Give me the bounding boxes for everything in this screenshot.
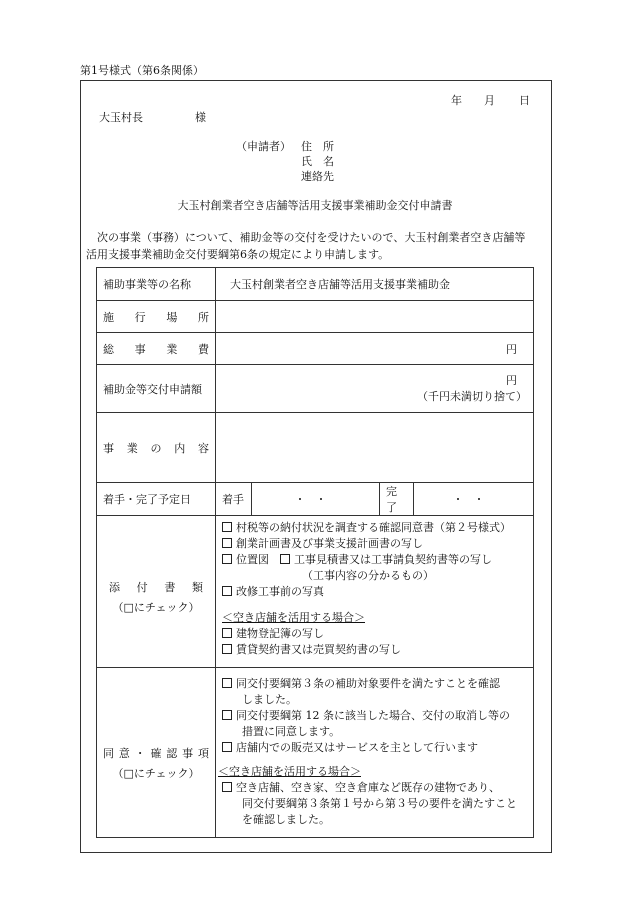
checkbox[interactable]: [222, 522, 232, 532]
intro-line-2: 活用支援事業補助金交付要綱第6条の規定により申請します。: [86, 248, 390, 261]
attachment-text: 建物登記簿の写し: [236, 627, 324, 640]
consent-text-cont: しました。: [242, 693, 297, 706]
label-attachments-char: 書: [164, 580, 176, 594]
attachment-text: 創業計画書及び事業支援計画書の写し: [236, 537, 423, 550]
row-schedule: [97, 483, 534, 516]
checkbox[interactable]: [222, 742, 232, 752]
label-consent-char: ・: [134, 746, 146, 760]
application-table: [96, 267, 534, 838]
row-content: [97, 413, 534, 483]
label-content-char: 内: [174, 441, 186, 455]
checkbox[interactable]: [222, 644, 232, 654]
date-month: 月: [484, 94, 495, 107]
label-content-char: 容: [198, 441, 209, 455]
consent-text-cont: 同交付要綱第３条第１号から第３号の要件を満たすこと: [242, 797, 517, 810]
label-content-char: 事: [103, 441, 114, 455]
applicant-contact: 連絡先: [301, 170, 334, 183]
addressee-name: 大玉村長: [99, 111, 143, 124]
label-total-cost-char: 事: [134, 342, 146, 356]
document-title: 大玉村創業者空き店舗等活用支援事業補助金交付申請書: [177, 199, 453, 212]
consent-text: 同交付要綱第３条の補助対象要件を満たすことを確認: [236, 677, 500, 690]
label-total-cost: [97, 333, 216, 365]
label-end: 完了: [380, 483, 414, 516]
date-year: 年: [451, 94, 462, 107]
label-consent-char: 事: [182, 746, 194, 760]
row-location: [97, 301, 534, 333]
attachment-text: 村税等の納付状況を調査する確認同意書（第２号様式）: [236, 521, 511, 534]
checkbox[interactable]: [280, 554, 290, 564]
label-attachments-char: 類: [191, 580, 203, 594]
row-program-name: [97, 268, 534, 301]
grant-amount-unit: 円: [506, 373, 517, 387]
intro-line-1: 次の事業（事務）について、補助金等の交付を受けたいので、大玉村創業者空き店舗等: [86, 231, 526, 244]
label-program-name: 補助事業等の名称: [97, 268, 216, 301]
label-content-char: の: [150, 441, 162, 455]
form-number: 第1号様式（第6条関係）: [80, 64, 204, 77]
consent-text-cont: 措置に同意します。: [242, 725, 341, 738]
label-location: [97, 301, 216, 333]
attachment-text: 工事見積書又は工事請負契約書等の写し: [294, 553, 492, 566]
label-consent-sub: （□にチェック）: [112, 766, 200, 780]
label-grant-amount: 補助金等交付申請額: [97, 365, 216, 413]
attachment-item[interactable]: [222, 536, 527, 552]
checkbox[interactable]: [222, 628, 232, 638]
attachment-text: 賃貸契約書又は売買契約書の写し: [236, 643, 401, 656]
attachments-list: [216, 516, 534, 668]
label-location-char: 場: [166, 310, 178, 324]
attachment-item[interactable]: [222, 626, 527, 642]
label-content: [97, 413, 216, 483]
label-attachments-char: 付: [136, 580, 148, 594]
attachment-item[interactable]: [222, 584, 527, 600]
label-content-char: 業: [126, 441, 138, 455]
row-consent: [97, 668, 534, 838]
total-cost-unit: 円: [506, 342, 517, 356]
attachment-item[interactable]: [222, 552, 527, 568]
checkbox[interactable]: [222, 554, 232, 564]
label-total-cost-char: 費: [197, 342, 209, 356]
consent-item[interactable]: [222, 780, 527, 796]
label-consent-char: 認: [166, 746, 178, 760]
row-total-cost: [97, 333, 534, 365]
field-location[interactable]: [216, 301, 534, 333]
consent-item[interactable]: [222, 740, 527, 756]
consent-text-cont: を確認しました。: [242, 813, 330, 826]
attachment-text: 改修工事前の写真: [236, 585, 324, 598]
applicant-label: （申請者）: [236, 140, 291, 153]
field-content[interactable]: [216, 413, 534, 483]
applicant-name: 氏 名: [301, 155, 334, 168]
row-grant-amount: [97, 365, 534, 413]
applicant-address: 住 所: [301, 140, 334, 153]
field-end-date[interactable]: ・・: [414, 483, 534, 516]
field-total-cost[interactable]: [216, 333, 534, 365]
consent-item[interactable]: [222, 708, 527, 724]
consent-list: [216, 668, 534, 838]
field-start-date[interactable]: ・・: [252, 483, 380, 516]
grant-amount-note: （千円未満切り捨て）: [417, 389, 527, 403]
attachment-text: 位置図: [236, 553, 269, 566]
label-start: 着手: [216, 483, 252, 516]
attachment-note: （工事内容の分かるもの）: [302, 569, 434, 582]
row-attachments: [97, 516, 534, 668]
label-attachments-sub: （□にチェック）: [112, 600, 200, 614]
label-total-cost-char: 総: [103, 342, 114, 356]
consent-text: 店舗内での販売又はサービスを主として行います: [236, 741, 478, 754]
label-attachments: [97, 516, 216, 668]
consent-item[interactable]: [222, 676, 527, 692]
attachment-item[interactable]: [222, 520, 527, 536]
attachments-section-heading: ＜空き店舗を活用する場合＞: [222, 611, 365, 624]
label-schedule: 着手・完了予定日: [97, 483, 216, 516]
checkbox[interactable]: [222, 782, 232, 792]
consent-text: 空き店舗、空き家、空き倉庫など既存の建物であり、: [236, 781, 500, 794]
checkbox[interactable]: [222, 538, 232, 548]
label-location-char: 行: [134, 310, 146, 324]
label-consent: [97, 668, 216, 838]
checkbox[interactable]: [222, 678, 232, 688]
label-location-char: 所: [197, 310, 209, 324]
addressee-honorific: 様: [195, 111, 206, 124]
label-consent-char: 同: [103, 746, 114, 760]
consent-text: 同交付要綱第 12 条に該当した場合、交付の取消し等の: [236, 709, 510, 722]
label-location-char: 施: [103, 310, 114, 324]
label-total-cost-char: 業: [166, 342, 178, 356]
attachment-item[interactable]: [222, 642, 527, 658]
label-consent-char: 確: [150, 746, 162, 760]
label-consent-char: 意: [118, 746, 130, 760]
consent-section-heading: ＜空き店舗を活用する場合＞: [218, 765, 361, 778]
field-grant-amount[interactable]: [216, 365, 534, 413]
checkbox[interactable]: [222, 586, 232, 596]
label-attachments-char: 添: [109, 580, 120, 594]
value-program-name: 大玉村創業者空き店舗等活用支援事業補助金: [216, 268, 534, 301]
date-day: 日: [519, 94, 530, 107]
label-consent-char: 項: [197, 746, 209, 760]
checkbox[interactable]: [222, 710, 232, 720]
